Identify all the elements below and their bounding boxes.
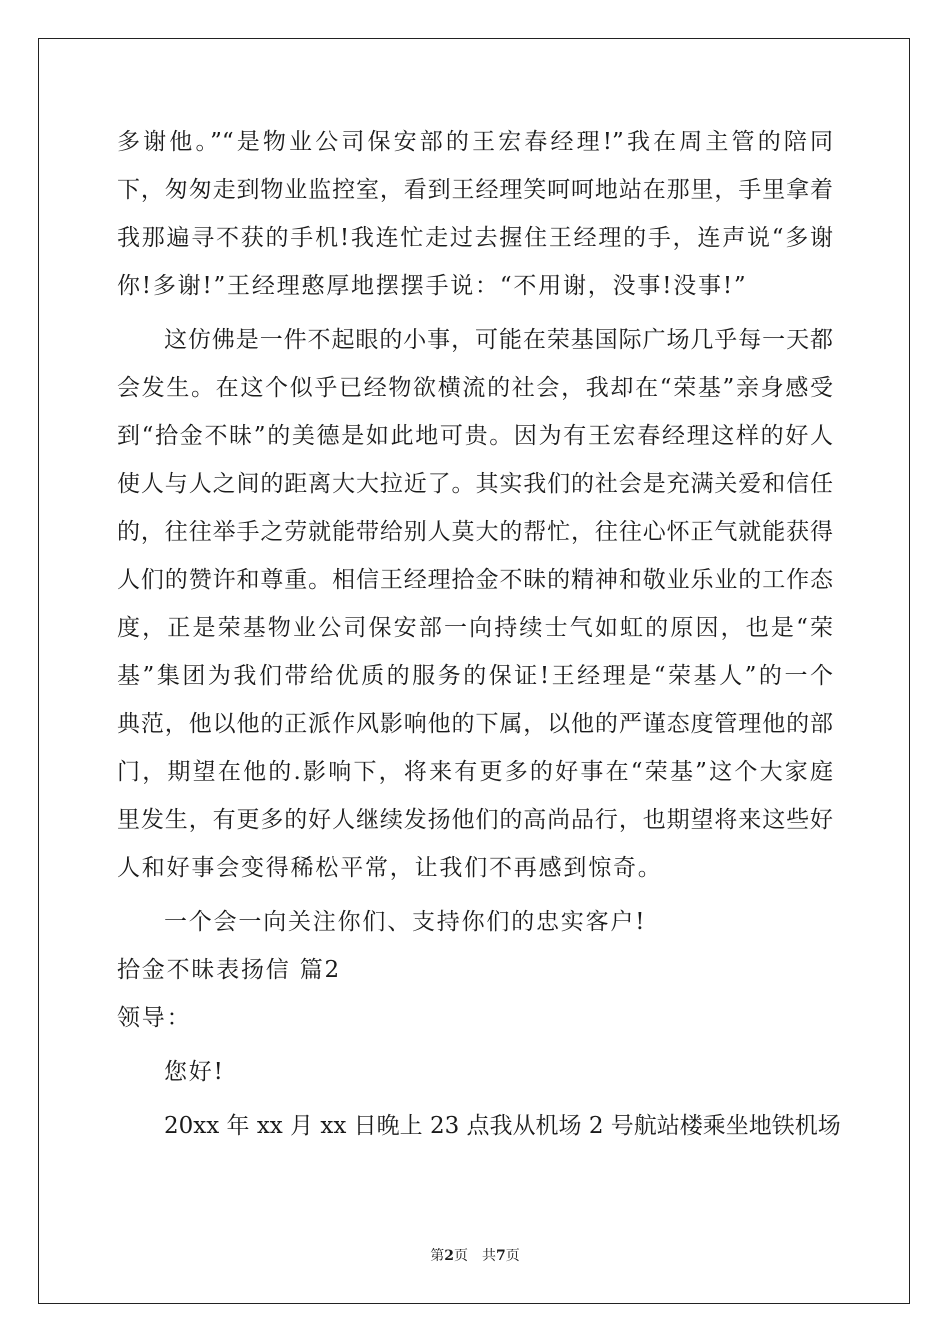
paragraph-line: 会发生。在这个似乎已经物欲横流的社会，我却在“荣基”亲身感受 [117, 375, 833, 401]
total-suffix: 页 [505, 1248, 520, 1264]
paragraph-line: 度，正是荣基物业公司保安部一向持续士气如虹的原因，也是“荣 [117, 615, 833, 641]
paragraph-line: 这仿佛是一件不起眼的小事，可能在荣基国际广场几乎每一天都 [164, 327, 833, 353]
paragraph-line: 人和好事会变得稀松平常，让我们不再感到惊奇。 [117, 855, 663, 881]
paragraph-line: 里发生，有更多的好人继续发扬他们的高尚品行，也期望将来这些好 [117, 807, 833, 833]
paragraph-line: 典范，他以他的正派作风影响他的下属，以他的严谨态度管理他的部 [117, 711, 833, 737]
salutation: 领导： [117, 1005, 192, 1031]
page-number: 2 [444, 1248, 454, 1264]
paragraph-line: 20xx 年 xx 月 xx 日晚上 23 点我从机场 2 号航站楼乘坐地铁机场 [164, 1113, 841, 1139]
paragraph-line: 使人与人之间的距离大大拉近了。其实我们的社会是充满关爱和信任 [117, 471, 833, 497]
paragraph-line: 到“拾金不昧”的美德是如此地可贵。因为有王宏春经理这样的好人 [117, 423, 833, 449]
paragraph-line: 人们的赞许和尊重。相信王经理拾金不昧的精神和敬业乐业的工作态 [117, 567, 833, 593]
section-heading: 拾金不昧表扬信 篇2 [117, 957, 341, 983]
paragraph-line: 下，匆匆走到物业监控室，看到王经理笑呵呵地站在那里，手里拿着 [117, 177, 833, 203]
total-pages: 7 [496, 1248, 506, 1264]
closing-line: 一个会一向关注你们、支持你们的忠实客户! [164, 909, 647, 935]
paragraph-line: 你!多谢!”王经理憨厚地摆摆手说：“不用谢，没事!没事!” [117, 273, 748, 299]
paragraph-line: 多谢他。”“是物业公司保安部的王宏春经理!”我在周主管的陪同 [117, 129, 833, 155]
page-suffix: 页 [454, 1248, 468, 1264]
page-prefix: 第 [430, 1248, 445, 1264]
paragraph-line: 基”集团为我们带给优质的服务的保证!王经理是“荣基人”的一个 [117, 663, 833, 689]
paragraph-line: 门，期望在他的.影响下，将来有更多的好事在“荣基”这个大家庭 [117, 759, 833, 785]
total-prefix: 共 [482, 1248, 496, 1264]
greeting: 您好! [164, 1059, 225, 1085]
paragraph-line: 的，往往举手之劳就能带给别人莫大的帮忙，往往心怀正气就能获得 [117, 519, 833, 545]
paragraph-line: 我那遍寻不获的手机!我连忙走过去握住王经理的手，连声说“多谢 [117, 225, 833, 251]
page-footer [0, 1246, 950, 1266]
